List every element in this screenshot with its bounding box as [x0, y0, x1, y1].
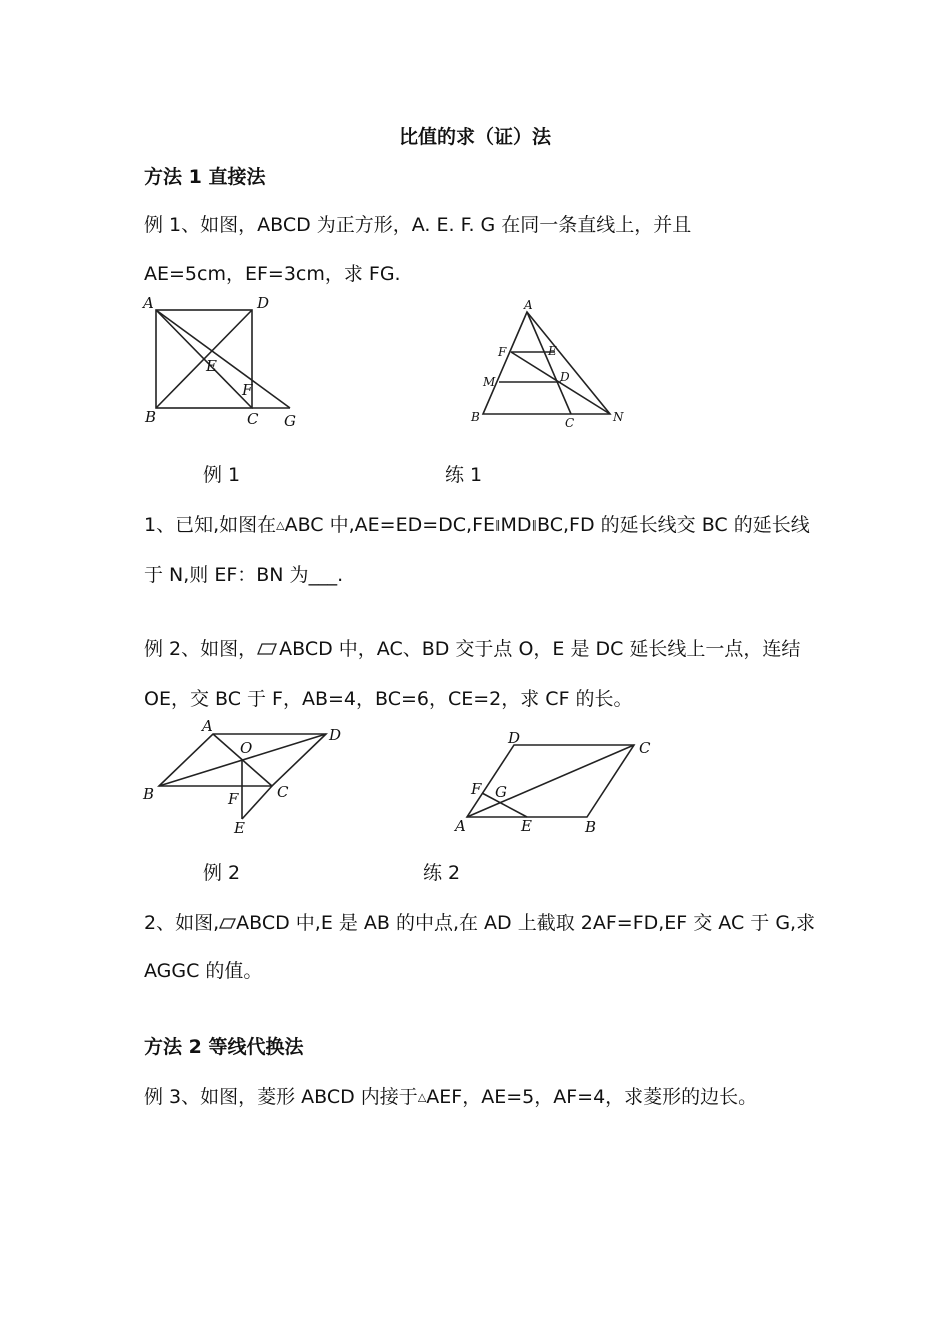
label-e: E [206, 357, 217, 375]
caption-example2: 例 2 [203, 862, 241, 884]
line-ag [156, 310, 290, 408]
label-g: G [284, 412, 296, 430]
label-c: C [639, 739, 651, 757]
label-b: B [585, 818, 597, 836]
label-m: M [483, 375, 496, 389]
figure-square [140, 292, 320, 432]
example2-line1: 例 2、如图， ABCD 中，AC、BD 交于点 O，E 是 DC 延长线上一点，连结 [144, 638, 801, 660]
answer-blank: ___ [308, 564, 338, 586]
label-f: F [242, 381, 253, 399]
label-d: D [508, 729, 521, 747]
segment-ce [242, 786, 272, 819]
label-e: E [548, 344, 557, 358]
label-c: C [247, 410, 259, 428]
label-a: A [143, 294, 154, 312]
caption-practice2: 练 2 [423, 862, 461, 884]
label-c: C [277, 783, 289, 801]
label-c: C [565, 416, 575, 430]
label-e: E [234, 819, 245, 837]
diagonal-ac [467, 745, 634, 817]
label-d: D [560, 370, 570, 384]
figure-parallelogram-practice2 [452, 728, 662, 840]
problem2-line1: 2、如图, ABCD 中,E 是 AB 的中点,在 AD 上截取 2AF=FD,EF 交 AC 于 G,求 [144, 912, 816, 934]
label-n: N [613, 410, 624, 424]
triangle-outline [483, 312, 610, 414]
method1-heading: 方法 1 直接法 [144, 166, 266, 188]
label-b: B [471, 410, 480, 424]
label-f: F [498, 345, 507, 359]
label-d: D [257, 294, 270, 312]
figure-parallelogram-example2 [140, 716, 360, 840]
parallelogram-icon [219, 917, 236, 930]
label-b: B [145, 408, 157, 426]
example2-line2: OE，交 BC 于 F，AB=4，BC=6，CE=2，求 CF 的长。 [144, 688, 633, 710]
label-a: A [455, 817, 466, 835]
problem2-line2: AGGC 的值。 [144, 960, 263, 982]
label-f: F [228, 790, 239, 808]
line-ac [527, 312, 571, 414]
caption-example1: 例 1 [203, 464, 241, 486]
label-g: G [495, 783, 507, 801]
label-f: F [471, 780, 482, 798]
example1-line1: 例 1、如图，ABCD 为正方形，A. E. F. G 在同一条直线上，并且 [144, 214, 692, 236]
example3-line: 例 3、如图，菱形 ABCD 内接于△AEF，AE=5，AF=4，求菱形的边长。 [144, 1086, 758, 1108]
page-title: 比值的求（证）法 [398, 126, 551, 148]
label-e: E [521, 817, 532, 835]
label-o: O [240, 739, 253, 757]
method2-heading: 方法 2 等线代换法 [144, 1036, 304, 1058]
example1-line2: AE=5cm，EF=3cm，求 FG. [144, 263, 401, 285]
parallelogram-icon [257, 642, 277, 656]
label-d: D [329, 726, 342, 744]
problem1-line2: 于 N,则 EF：BN 为___. [144, 564, 344, 586]
figure-triangle [465, 294, 635, 434]
caption-practice1: 练 1 [445, 464, 483, 486]
label-a: A [202, 717, 213, 735]
problem1-line1: 1、已知,如图在△ABC 中,AE=ED=DC,FE∥MD∥BC,FD 的延长线交 BC 的延长线 [144, 514, 810, 536]
label-a: A [524, 298, 533, 312]
label-b: B [143, 785, 155, 803]
